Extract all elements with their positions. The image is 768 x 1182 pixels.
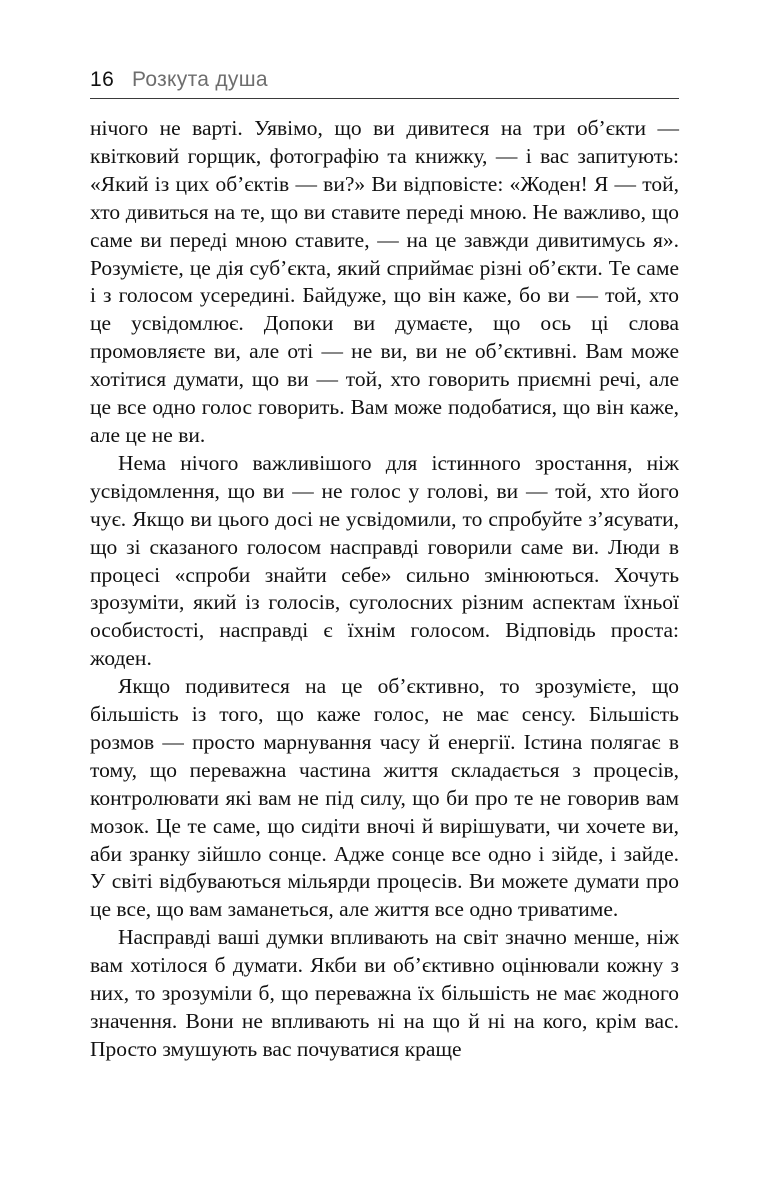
page-number: 16 [90,68,115,91]
body-text [90,115,679,1064]
running-header [90,64,679,99]
paragraph-2: Нема нічого важливішого для істинного зростання, ніж усвідомлення, що ви — не голос у голові, ви — той, хто його чує. Якщо ви цього досі не усвідомили, то спробуйте з’ясувати, що зі сказаного голосом насправді говорили саме ви. Люди в процесі «спроби знайти себе» сильно змінюються. Хочуть зрозуміти, який із голосів, суголосних різним аспектам їхньої особистості, насправді є їхнім голосом. Відповідь проста: жоден. [90,450,679,671]
paragraph-3: Якщо подивитеся на це об’єктивно, то зрозумієте, що більшість із того, що каже голос, не має сенсу. Більшість розмов — просто марнування часу й енергії. Істина полягає в тому, що переважна частина життя складається з процесів, контролювати які вам не під силу, що би про те не говорив вам мозок. Це те саме, що сидіти вночі й вирішувати, чи хочете ви, аби зранку зійшло сонце. Адже сонце все одно і зійде, і зайде. У світі відбуваються мільярди процесів. Ви можете думати про це все, що вам заманеться, але життя все одно триватиме. [90,674,679,922]
paragraph-1: нічого не варті. Уявімо, що ви дивитеся на три об’єкти — квітковий горщик, фотографію та книжку, — і вас запитують: «Який із цих об’єктів — ви?» Ви відповісте: «Жоден! Я — той, хто дивиться на те, що ви ставите переді мною. Не важливо, що саме ви переді мною ставите, — на це завжди дивитимусь я». Розумієте, це дія суб’єкта, який сприймає різні об’єкти. Те саме і з голосом усередині. Байдуже, що він каже, бо ви — той, хто це усвідомлює. Допоки ви думаєте, що ось ці слова промовляєте ви, але оті — не ви, ви не об’єктивні. Вам може хотітися думати, що ви — той, хто говорить приємні речі, але це все одно голос говорить. Вам може подобатися, що він каже, але це не ви. [90,116,679,447]
book-title: Розкута душа [132,68,268,91]
paragraph-4: Насправді ваші думки впливають на світ значно менше, ніж вам хотілося б думати. Якби ви об’єктивно оцінювали кожну з них, то зрозуміли б, що переважна їх більшість не має жодного значення. Вони не впливають ні на що й ні на кого, крім вас. Просто змушують вас почуватися краще [90,925,679,1061]
